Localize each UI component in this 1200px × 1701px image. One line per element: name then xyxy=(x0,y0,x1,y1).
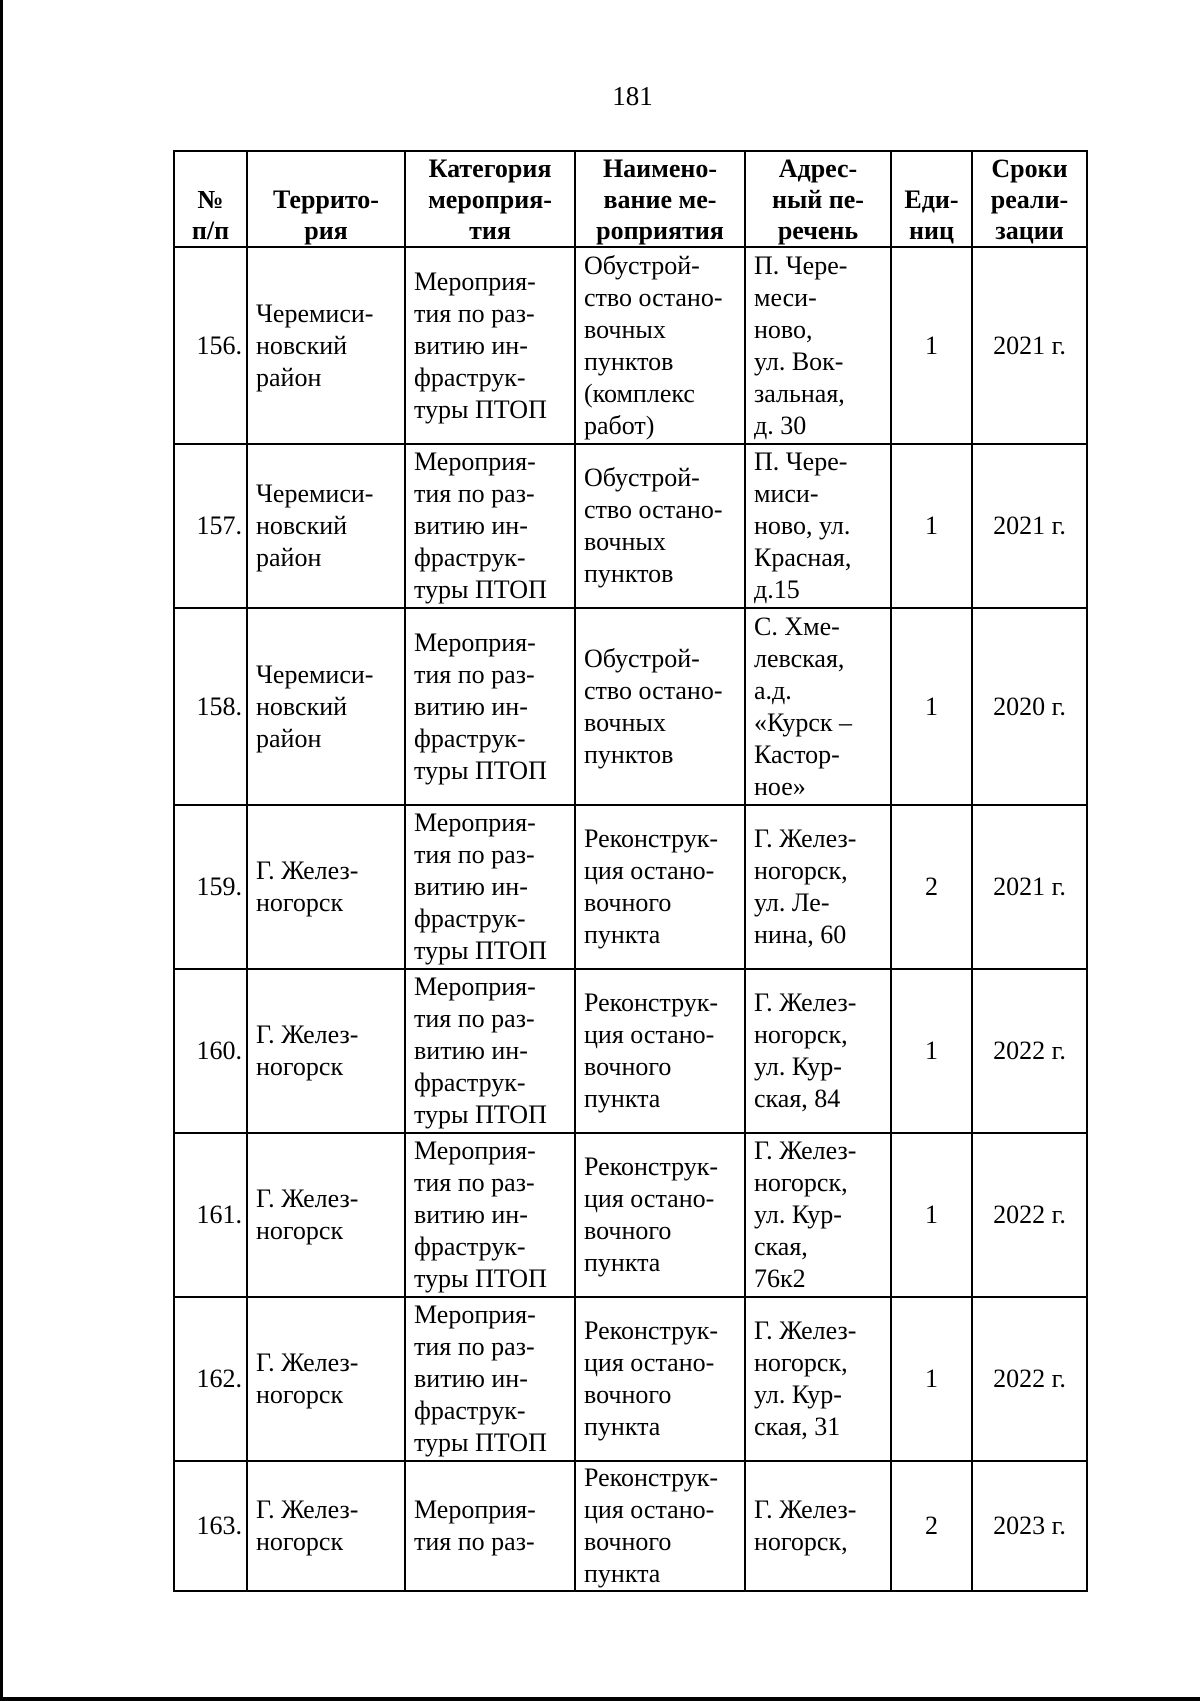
row-name: Реконструк- ция остано- вочного пункта xyxy=(575,1297,745,1461)
row-name: Реконструк- ция остано- вочного пункта xyxy=(575,969,745,1133)
row-units: 1 xyxy=(891,1297,972,1461)
row-units: 1 xyxy=(891,1133,972,1297)
row-name: Реконструк- ция остано- вочного пункта xyxy=(575,1461,745,1591)
row-units: 1 xyxy=(891,969,972,1133)
row-territory: Г. Желез- ногорск xyxy=(247,805,405,969)
row-number: 163. xyxy=(174,1461,247,1591)
row-territory: Черемиси- новский район xyxy=(247,444,405,608)
row-category: Мероприя- тия по раз- витию ин- фраструк- туры ПТОП xyxy=(405,608,575,805)
row-name: Реконструк- ция остано- вочного пункта xyxy=(575,805,745,969)
row-number: 160. xyxy=(174,969,247,1133)
table-row xyxy=(174,608,1087,805)
row-units: 2 xyxy=(891,1461,972,1591)
row-category: Мероприя- тия по раз- витию ин- фраструк- туры ПТОП xyxy=(405,444,575,608)
row-category: Мероприя- тия по раз- витию ин- фраструк- туры ПТОП xyxy=(405,805,575,969)
table-row xyxy=(174,247,1087,444)
scan-bottom-border xyxy=(0,1697,1200,1701)
row-territory: Г. Желез- ногорск xyxy=(247,1133,405,1297)
row-territory: Г. Желез- ногорск xyxy=(247,1297,405,1461)
page-number: 181 xyxy=(612,81,653,111)
row-address: Г. Желез- ногорск, ул. Кур- ская, 84 xyxy=(745,969,891,1133)
row-units: 2 xyxy=(891,805,972,969)
row-address: С. Хме- левская, а.д. «Курск – Кастор- ное» xyxy=(745,608,891,805)
row-term: 2022 г. xyxy=(972,1133,1087,1297)
table-row xyxy=(174,805,1087,969)
row-term: 2021 г. xyxy=(972,444,1087,608)
row-address: П. Чере- меси- ново, ул. Вок- зальная, д. 30 xyxy=(745,247,891,444)
row-term: 2021 г. xyxy=(972,247,1087,444)
row-address: Г. Желез- ногорск, ул. Ле- нина, 60 xyxy=(745,805,891,969)
header-units: Еди- ниц xyxy=(891,151,972,247)
row-term: 2022 г. xyxy=(972,1297,1087,1461)
row-number: 161. xyxy=(174,1133,247,1297)
header-name: Наимено- вание ме- роприятия xyxy=(575,151,745,247)
row-term: 2023 г. xyxy=(972,1461,1087,1591)
row-category: Мероприя- тия по раз- витию ин- фраструк- туры ПТОП xyxy=(405,1297,575,1461)
row-address: Г. Желез- ногорск, ул. Кур- ская, 31 xyxy=(745,1297,891,1461)
row-territory: Г. Желез- ногорск xyxy=(247,969,405,1133)
row-territory: Черемиси- новский район xyxy=(247,608,405,805)
row-territory: Г. Желез- ногорск xyxy=(247,1461,405,1591)
header-term: Сроки реали- зации xyxy=(972,151,1087,247)
header-address: Адрес- ный пе- речень xyxy=(745,151,891,247)
table-row xyxy=(174,1461,1087,1591)
measures-table xyxy=(173,150,1088,1592)
row-term: 2020 г. xyxy=(972,608,1087,805)
row-number: 162. xyxy=(174,1297,247,1461)
row-name: Обустрой- ство остано- вочных пунктов xyxy=(575,608,745,805)
row-address: П. Чере- миси- ново, ул. Красная, д.15 xyxy=(745,444,891,608)
table-row xyxy=(174,444,1087,608)
row-name: Обустрой- ство остано- вочных пунктов xyxy=(575,444,745,608)
header-number: № п/п xyxy=(174,151,247,247)
header-territory: Террито- рия xyxy=(247,151,405,247)
row-term: 2022 г. xyxy=(972,969,1087,1133)
row-category: Мероприя- тия по раз- витию ин- фраструк- туры ПТОП xyxy=(405,247,575,444)
row-category: Мероприя- тия по раз- витию ин- фраструк- туры ПТОП xyxy=(405,1133,575,1297)
row-address: Г. Желез- ногорск, xyxy=(745,1461,891,1591)
row-units: 1 xyxy=(891,608,972,805)
row-number: 157. xyxy=(174,444,247,608)
row-number: 156. xyxy=(174,247,247,444)
row-number: 159. xyxy=(174,805,247,969)
row-address: Г. Желез- ногорск, ул. Кур- ская, 76к2 xyxy=(745,1133,891,1297)
row-units: 1 xyxy=(891,247,972,444)
row-units: 1 xyxy=(891,444,972,608)
table-header-row xyxy=(174,151,1087,247)
header-category: Категория мероприя- тия xyxy=(405,151,575,247)
row-number: 158. xyxy=(174,608,247,805)
table-row xyxy=(174,969,1087,1133)
scan-left-border xyxy=(0,0,3,1701)
table-row xyxy=(174,1133,1087,1297)
row-territory: Черемиси- новский район xyxy=(247,247,405,444)
table-row xyxy=(174,1297,1087,1461)
row-name: Реконструк- ция остано- вочного пункта xyxy=(575,1133,745,1297)
row-category: Мероприя- тия по раз- xyxy=(405,1461,575,1591)
row-category: Мероприя- тия по раз- витию ин- фраструк- туры ПТОП xyxy=(405,969,575,1133)
row-term: 2021 г. xyxy=(972,805,1087,969)
row-name: Обустрой- ство остано- вочных пунктов (комплекс работ) xyxy=(575,247,745,444)
